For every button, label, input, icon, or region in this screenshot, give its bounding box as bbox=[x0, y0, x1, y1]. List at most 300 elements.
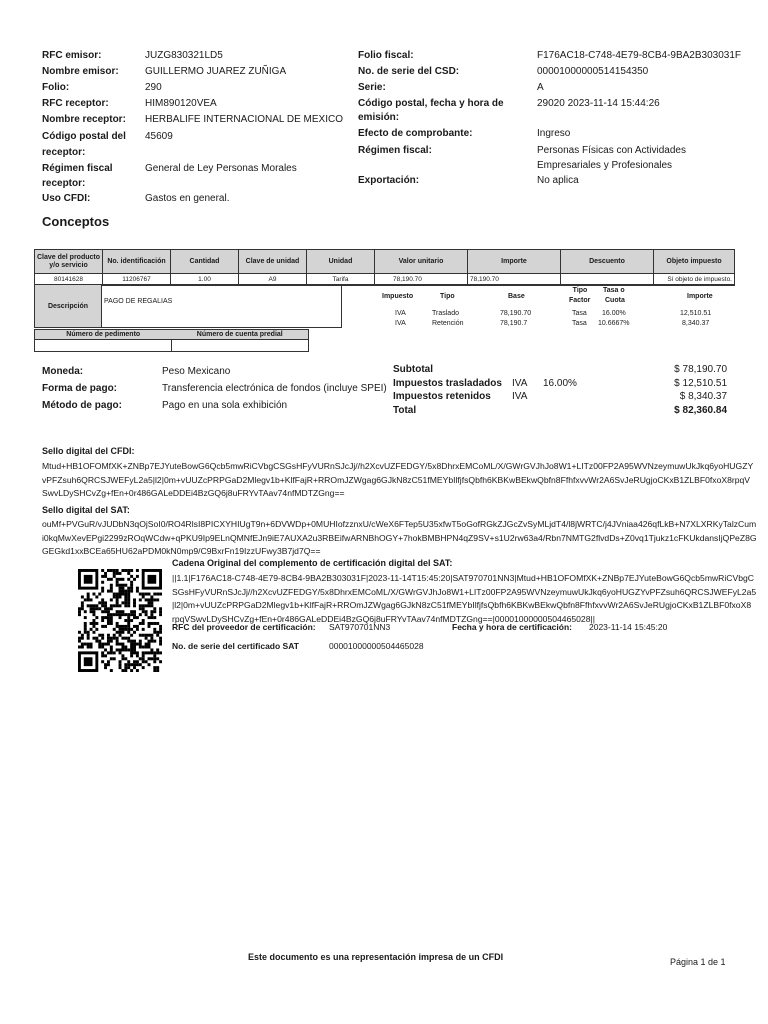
qr-module bbox=[110, 587, 113, 590]
qr-module bbox=[110, 604, 113, 607]
tax-importe: 8,340.37 bbox=[682, 320, 710, 327]
qr-module bbox=[78, 631, 81, 634]
qr-module bbox=[87, 604, 90, 607]
qr-module bbox=[127, 590, 130, 593]
qr-module bbox=[119, 613, 122, 616]
qr-module bbox=[110, 622, 113, 625]
qr-module bbox=[153, 654, 156, 657]
qr-module bbox=[153, 666, 156, 669]
qr-module bbox=[133, 663, 136, 666]
qr-module bbox=[127, 622, 130, 625]
sello-cfdi-line: SwvLDySHCvZg+fEn+0r486GALeDDEi4BzGQ6j8uFRYvTAav74nfMDTZGng== bbox=[42, 488, 345, 498]
qr-module bbox=[98, 646, 101, 649]
qr-module bbox=[116, 578, 119, 581]
qr-module bbox=[107, 663, 110, 666]
qr-module bbox=[153, 598, 156, 601]
qr-module bbox=[130, 643, 133, 646]
proveedor-label: RFC del proveedor de certificación: bbox=[172, 622, 316, 632]
qr-module bbox=[133, 604, 136, 607]
qr-module bbox=[110, 619, 113, 622]
qr-module bbox=[159, 651, 162, 654]
qr-module bbox=[159, 660, 162, 663]
qr-module bbox=[127, 637, 130, 640]
qr-module bbox=[104, 648, 107, 651]
qr-module bbox=[130, 590, 133, 593]
qr-module bbox=[136, 643, 139, 646]
qr-module bbox=[130, 569, 133, 572]
qr-module bbox=[101, 619, 104, 622]
qr-module bbox=[133, 660, 136, 663]
qr-module bbox=[116, 643, 119, 646]
qr-module bbox=[145, 610, 148, 613]
qr-module bbox=[136, 660, 139, 663]
qr-module bbox=[90, 610, 93, 613]
qr-module bbox=[130, 634, 133, 637]
trasladados-tipo: IVA bbox=[512, 378, 528, 389]
qr-module bbox=[136, 575, 139, 578]
cell-cantidad: 1.00 bbox=[171, 274, 239, 284]
qr-module bbox=[148, 657, 151, 660]
qr-module bbox=[142, 622, 145, 625]
tax-col-impuesto: Impuesto bbox=[382, 293, 414, 300]
qr-module bbox=[119, 595, 122, 598]
qr-module bbox=[92, 610, 95, 613]
col-cantidad: Cantidad bbox=[171, 250, 239, 273]
qr-module bbox=[116, 581, 119, 584]
qr-module bbox=[145, 637, 148, 640]
qr-module bbox=[127, 604, 130, 607]
qr-module bbox=[116, 598, 119, 601]
qr-module bbox=[98, 593, 101, 596]
total-value: $ 82,360.84 bbox=[674, 405, 727, 416]
qr-module bbox=[84, 616, 87, 619]
rfc-emisor-value: JUZG830321LD5 bbox=[145, 50, 223, 61]
qr-module bbox=[150, 595, 153, 598]
qr-module bbox=[121, 643, 124, 646]
qr-module bbox=[121, 625, 124, 628]
qr-module bbox=[87, 598, 90, 601]
serie-label: Serie: bbox=[358, 82, 386, 93]
qr-module bbox=[127, 601, 130, 604]
qr-module bbox=[101, 587, 104, 590]
nombre-receptor-value: HERBALIFE INTERNACIONAL DE MEXICO bbox=[145, 114, 343, 125]
qr-module bbox=[127, 666, 130, 669]
qr-module bbox=[119, 610, 122, 613]
qr-module bbox=[142, 651, 145, 654]
qr-module bbox=[87, 643, 90, 646]
qr-module bbox=[121, 631, 124, 634]
tax-col-tasa-2: Cuota bbox=[605, 297, 625, 304]
uso-cfdi-label: Uso CFDI: bbox=[42, 193, 91, 204]
cell-descuento bbox=[561, 274, 654, 284]
qr-module bbox=[119, 634, 122, 637]
folio-fiscal-label: Folio fiscal: bbox=[358, 50, 414, 61]
qr-module bbox=[153, 607, 156, 610]
qr-module bbox=[124, 569, 127, 572]
qr-module bbox=[136, 569, 139, 572]
qr-module bbox=[95, 595, 98, 598]
qr-module bbox=[148, 651, 151, 654]
qr-module bbox=[139, 598, 142, 601]
qr-module bbox=[121, 628, 124, 631]
qr-module bbox=[150, 640, 153, 643]
qr-module bbox=[130, 654, 133, 657]
qr-module bbox=[116, 584, 119, 587]
qr-module bbox=[139, 607, 142, 610]
qr-module bbox=[92, 625, 95, 628]
qr-module bbox=[87, 593, 90, 596]
cadena-line: rpqVSwvLDySHCvZg+fEn+0r486GALeDDEi4BzGQ6j8uFRYvTAav74nfMDTZGng==|00001000000504465028|| bbox=[172, 613, 595, 624]
qr-module bbox=[84, 598, 87, 601]
qr-module bbox=[113, 651, 116, 654]
qr-module bbox=[116, 569, 119, 572]
rfc-receptor-value: HIM890120VEA bbox=[145, 98, 217, 109]
qr-module bbox=[130, 581, 133, 584]
qr-module bbox=[101, 660, 104, 663]
qr-module bbox=[148, 598, 151, 601]
qr-module bbox=[113, 604, 116, 607]
cp-receptor-value: 45609 bbox=[145, 131, 173, 142]
qr-module bbox=[127, 628, 130, 631]
qr-module bbox=[148, 604, 151, 607]
qr-module bbox=[124, 601, 127, 604]
qr-module bbox=[150, 613, 153, 616]
qr-module bbox=[92, 631, 95, 634]
qr-module bbox=[116, 622, 119, 625]
sello-sat-line: ouMf+PVGuR/vJUDbN3qOjSoI0/RO4RlsI8PICXYHIUgT9n+6DVWDp+0MUHIofzznxU/cWeX6FTep5U35xfwT5oGofRGkZJGcZvSyMLjdT4/l8jWRTC/j4JVniaa426qfLkB+N7XLXRKyTalzCum bbox=[42, 519, 757, 529]
qr-module bbox=[81, 643, 84, 646]
qr-module bbox=[142, 657, 145, 660]
qr-module bbox=[101, 610, 104, 613]
qr-module bbox=[130, 584, 133, 587]
regimen-receptor-label-2: receptor: bbox=[42, 178, 86, 189]
pedimento-value bbox=[35, 340, 172, 351]
qr-module bbox=[121, 637, 124, 640]
qr-module bbox=[124, 648, 127, 651]
qr-module bbox=[139, 646, 142, 649]
qr-module bbox=[136, 654, 139, 657]
cadena-line: ||1.1|F176AC18-C748-4E79-8CB4-9BA2B303031F|2023-11-14T15:45:20|SAT970701NN3|Mtud+HB1OFOMfXK+ZNBp7EJYuteBowG6Qcb5mwRiCVbgC bbox=[172, 573, 755, 583]
qr-module bbox=[145, 646, 148, 649]
qr-module bbox=[127, 598, 130, 601]
qr-module bbox=[133, 646, 136, 649]
sello-cfdi-line: Mtud+HB1OFOMfXK+ZNBp7EJYuteBowG6Qcb5mwRiCVbgCSGsHFyVURnSJcJj//h2XcvUZFEDGY/5x8DhrxEMCoML/X/GWrGVJhJo8W1+LITz00FP2A95WVNzeymuwUkJkq6yoHUGZY bbox=[42, 461, 754, 471]
qr-module bbox=[101, 569, 104, 572]
exportacion-label: Exportación: bbox=[358, 175, 420, 186]
qr-module bbox=[127, 593, 130, 596]
qr-module bbox=[78, 637, 81, 640]
qr-module bbox=[87, 646, 90, 649]
qr-module bbox=[150, 634, 153, 637]
qr-module bbox=[148, 643, 151, 646]
qr-module bbox=[113, 613, 116, 616]
qr-module bbox=[98, 601, 101, 604]
qr-module bbox=[156, 669, 159, 672]
qr-module bbox=[133, 613, 136, 616]
qr-module bbox=[145, 660, 148, 663]
qr-module bbox=[150, 651, 153, 654]
qr-module bbox=[136, 663, 139, 666]
qr-module bbox=[148, 616, 151, 619]
qr-module bbox=[139, 657, 142, 660]
qr-module bbox=[81, 601, 84, 604]
qr-module bbox=[104, 625, 107, 628]
tax-factor: Tasa bbox=[572, 310, 587, 317]
csd-label: No. de serie del CSD: bbox=[358, 66, 460, 77]
forma-pago-label: Forma de pago: bbox=[42, 383, 118, 394]
tax-tasa: 10.6667% bbox=[598, 320, 630, 327]
qr-module bbox=[121, 593, 124, 596]
qr-code bbox=[78, 569, 162, 672]
qr-module bbox=[148, 634, 151, 637]
qr-module bbox=[95, 604, 98, 607]
qr-module bbox=[133, 578, 136, 581]
trasladados-tasa: 16.00% bbox=[543, 378, 577, 389]
sello-sat-line: GEGkd1xxBCEa65HU62aPDM0kN0mp9/C9BxrFn19IzzUFwy3B7jd7Q== bbox=[42, 546, 321, 556]
folio-label: Folio: bbox=[42, 82, 70, 93]
qr-module bbox=[142, 628, 145, 631]
trasladados-value: $ 12,510.51 bbox=[674, 378, 727, 389]
qr-module bbox=[107, 590, 110, 593]
qr-module bbox=[116, 613, 119, 616]
qr-module bbox=[150, 601, 153, 604]
qr-module bbox=[95, 628, 98, 631]
qr-module bbox=[136, 651, 139, 654]
qr-module bbox=[156, 622, 159, 625]
sello-cfdi-text bbox=[42, 460, 754, 501]
qr-module bbox=[139, 622, 142, 625]
qr-module bbox=[139, 663, 142, 666]
qr-module bbox=[110, 613, 113, 616]
qr-module bbox=[90, 628, 93, 631]
qr-module bbox=[98, 607, 101, 610]
cuenta-predial-value bbox=[172, 340, 309, 351]
qr-module bbox=[113, 637, 116, 640]
folio-value: 290 bbox=[145, 82, 162, 93]
qr-module bbox=[148, 640, 151, 643]
serie-value: A bbox=[537, 82, 544, 93]
qr-module bbox=[121, 646, 124, 649]
qr-module bbox=[127, 569, 130, 572]
qr-module bbox=[119, 584, 122, 587]
fecha-certificacion-value: 2023-11-14 15:45:20 bbox=[589, 622, 668, 632]
qr-module bbox=[136, 669, 139, 672]
qr-module bbox=[121, 613, 124, 616]
qr-module bbox=[136, 625, 139, 628]
sello-sat-text bbox=[42, 518, 757, 559]
qr-module bbox=[121, 657, 124, 660]
tax-tipo: Retención bbox=[432, 320, 464, 327]
qr-module bbox=[101, 634, 104, 637]
qr-module bbox=[107, 637, 110, 640]
qr-module bbox=[124, 584, 127, 587]
qr-module bbox=[119, 590, 122, 593]
qr-module bbox=[150, 657, 153, 660]
qr-module bbox=[119, 625, 122, 628]
qr-module bbox=[107, 607, 110, 610]
efecto-value: Ingreso bbox=[537, 128, 571, 139]
metodo-pago-value: Pago en una sola exhibición bbox=[162, 400, 288, 411]
qr-module bbox=[127, 572, 130, 575]
qr-module bbox=[124, 663, 127, 666]
qr-module bbox=[156, 598, 159, 601]
qr-module bbox=[119, 660, 122, 663]
qr-module bbox=[133, 625, 136, 628]
cp-fecha-value: 29020 2023-11-14 15:44:26 bbox=[537, 98, 660, 109]
qr-module bbox=[159, 637, 162, 640]
qr-module bbox=[119, 648, 122, 651]
qr-module bbox=[110, 616, 113, 619]
qr-module bbox=[124, 646, 127, 649]
qr-module bbox=[119, 631, 122, 634]
cp-receptor-label-1: Código postal del bbox=[42, 131, 126, 142]
qr-module bbox=[92, 637, 95, 640]
qr-module bbox=[110, 569, 113, 572]
qr-module bbox=[124, 613, 127, 616]
qr-module bbox=[150, 598, 153, 601]
cell-valor-unitario: 78,190.70 bbox=[375, 274, 468, 284]
qr-module bbox=[101, 601, 104, 604]
qr-module bbox=[156, 657, 159, 660]
sello-cfdi-title: Sello digital del CFDI: bbox=[42, 446, 135, 456]
qr-module bbox=[119, 663, 122, 666]
qr-module bbox=[113, 657, 116, 660]
qr-module bbox=[104, 575, 107, 578]
qr-module bbox=[81, 604, 84, 607]
qr-module bbox=[142, 595, 145, 598]
qr-module bbox=[107, 622, 110, 625]
qr-module bbox=[119, 651, 122, 654]
qr-module bbox=[87, 595, 90, 598]
qr-module bbox=[153, 593, 156, 596]
qr-module bbox=[127, 660, 130, 663]
col-valor-unitario: Valor unitario bbox=[375, 250, 468, 273]
qr-module bbox=[139, 593, 142, 596]
qr-module bbox=[136, 587, 139, 590]
qr-module bbox=[101, 590, 104, 593]
qr-module bbox=[116, 610, 119, 613]
qr-module bbox=[101, 654, 104, 657]
qr-module bbox=[159, 625, 162, 628]
qr-module bbox=[110, 607, 113, 610]
csd-value: 00001000000514154350 bbox=[537, 66, 649, 77]
cp-fecha-label-2: emisión: bbox=[358, 112, 400, 123]
qr-module bbox=[119, 628, 122, 631]
qr-module bbox=[107, 578, 110, 581]
trasladados-label: Impuestos trasladados bbox=[393, 378, 502, 389]
qr-module bbox=[107, 613, 110, 616]
qr-module bbox=[124, 637, 127, 640]
qr-module bbox=[153, 660, 156, 663]
col-descuento: Descuento bbox=[561, 250, 654, 273]
qr-module bbox=[92, 613, 95, 616]
qr-module bbox=[121, 654, 124, 657]
qr-module bbox=[110, 584, 113, 587]
qr-module bbox=[145, 598, 148, 601]
qr-module bbox=[153, 631, 156, 634]
qr-module bbox=[133, 616, 136, 619]
qr-module bbox=[130, 587, 133, 590]
qr-module bbox=[124, 595, 127, 598]
qr-module bbox=[148, 625, 151, 628]
qr-module bbox=[95, 616, 98, 619]
tax-factor: Tasa bbox=[572, 320, 587, 327]
qr-module bbox=[130, 619, 133, 622]
qr-module bbox=[130, 610, 133, 613]
page-number: Página 1 de 1 bbox=[670, 957, 726, 967]
descripcion-label: Descripción bbox=[34, 284, 102, 328]
qr-finder-pattern bbox=[84, 575, 93, 584]
qr-module bbox=[101, 625, 104, 628]
tax-col-base: Base bbox=[508, 293, 525, 300]
qr-module bbox=[101, 616, 104, 619]
qr-module bbox=[150, 604, 153, 607]
qr-module bbox=[107, 619, 110, 622]
qr-finder-pattern bbox=[84, 657, 93, 666]
retenidos-value: $ 8,340.37 bbox=[679, 391, 727, 402]
qr-module bbox=[116, 595, 119, 598]
cell-objeto-impuesto: Sí objeto de impuesto. bbox=[667, 275, 732, 283]
qr-module bbox=[119, 587, 122, 590]
moneda-label: Moneda: bbox=[42, 366, 84, 377]
qr-module bbox=[153, 622, 156, 625]
qr-module bbox=[145, 593, 148, 596]
qr-module bbox=[139, 613, 142, 616]
sello-sat-line: i0kqMwXevEPgi2299zROqWCdw+qPKU9Ip9ELnQMNfEJn9iE7AUXA2u3RBEifwARNBhOGY+7hokBMBHPN4qZ9SV+s1U2rw63a4/Rbn7NMTG2flvdDs+Z0vq1Tjukz1cFKUkdansIjQPeZ8G bbox=[42, 532, 757, 543]
qr-module bbox=[95, 622, 98, 625]
qr-module bbox=[130, 648, 133, 651]
qr-module bbox=[119, 666, 122, 669]
qr-module bbox=[81, 607, 84, 610]
rfc-emisor-label: RFC emisor: bbox=[42, 50, 102, 61]
nombre-emisor-value: GUILLERMO JUAREZ ZUÑIGA bbox=[145, 66, 287, 77]
total-label: Total bbox=[393, 405, 417, 416]
qr-module bbox=[124, 593, 127, 596]
qr-module bbox=[110, 646, 113, 649]
qr-module bbox=[104, 643, 107, 646]
qr-module bbox=[110, 640, 113, 643]
qr-module bbox=[90, 622, 93, 625]
qr-module bbox=[119, 593, 122, 596]
qr-module bbox=[159, 613, 162, 616]
qr-module bbox=[104, 572, 107, 575]
qr-module bbox=[142, 619, 145, 622]
qr-module bbox=[92, 604, 95, 607]
qr-module bbox=[124, 590, 127, 593]
qr-module bbox=[130, 669, 133, 672]
footer-note: Este documento es una representación impresa de un CFDI bbox=[248, 952, 504, 962]
qr-module bbox=[156, 631, 159, 634]
qr-module bbox=[127, 663, 130, 666]
qr-module bbox=[78, 640, 81, 643]
nombre-emisor-label: Nombre emisor: bbox=[42, 66, 119, 77]
retenidos-tipo: IVA bbox=[512, 391, 528, 402]
qr-module bbox=[159, 628, 162, 631]
qr-module bbox=[90, 607, 93, 610]
qr-module bbox=[92, 622, 95, 625]
qr-module bbox=[148, 646, 151, 649]
qr-module bbox=[107, 640, 110, 643]
tax-impuesto: IVA bbox=[395, 320, 406, 327]
qr-module bbox=[145, 613, 148, 616]
qr-module bbox=[104, 604, 107, 607]
qr-module bbox=[90, 643, 93, 646]
qr-module bbox=[130, 663, 133, 666]
col-importe: Importe bbox=[468, 250, 561, 273]
qr-module bbox=[124, 625, 127, 628]
qr-module bbox=[119, 578, 122, 581]
sello-cfdi-line: vPFZsuh6QRCSJWEFyL2a5|l2|0m+vUUZcPRPGaD2Mlegv1b+KlfFajR+RROmJZWgag6GJkN8zC51fMEYbIlfjfsQbfh6KBKwBEkwQbfn8FfhfxvvWr2A6SvJeRUgjoCKxB1ZLBF0fxoX8rpqV bbox=[42, 474, 751, 485]
